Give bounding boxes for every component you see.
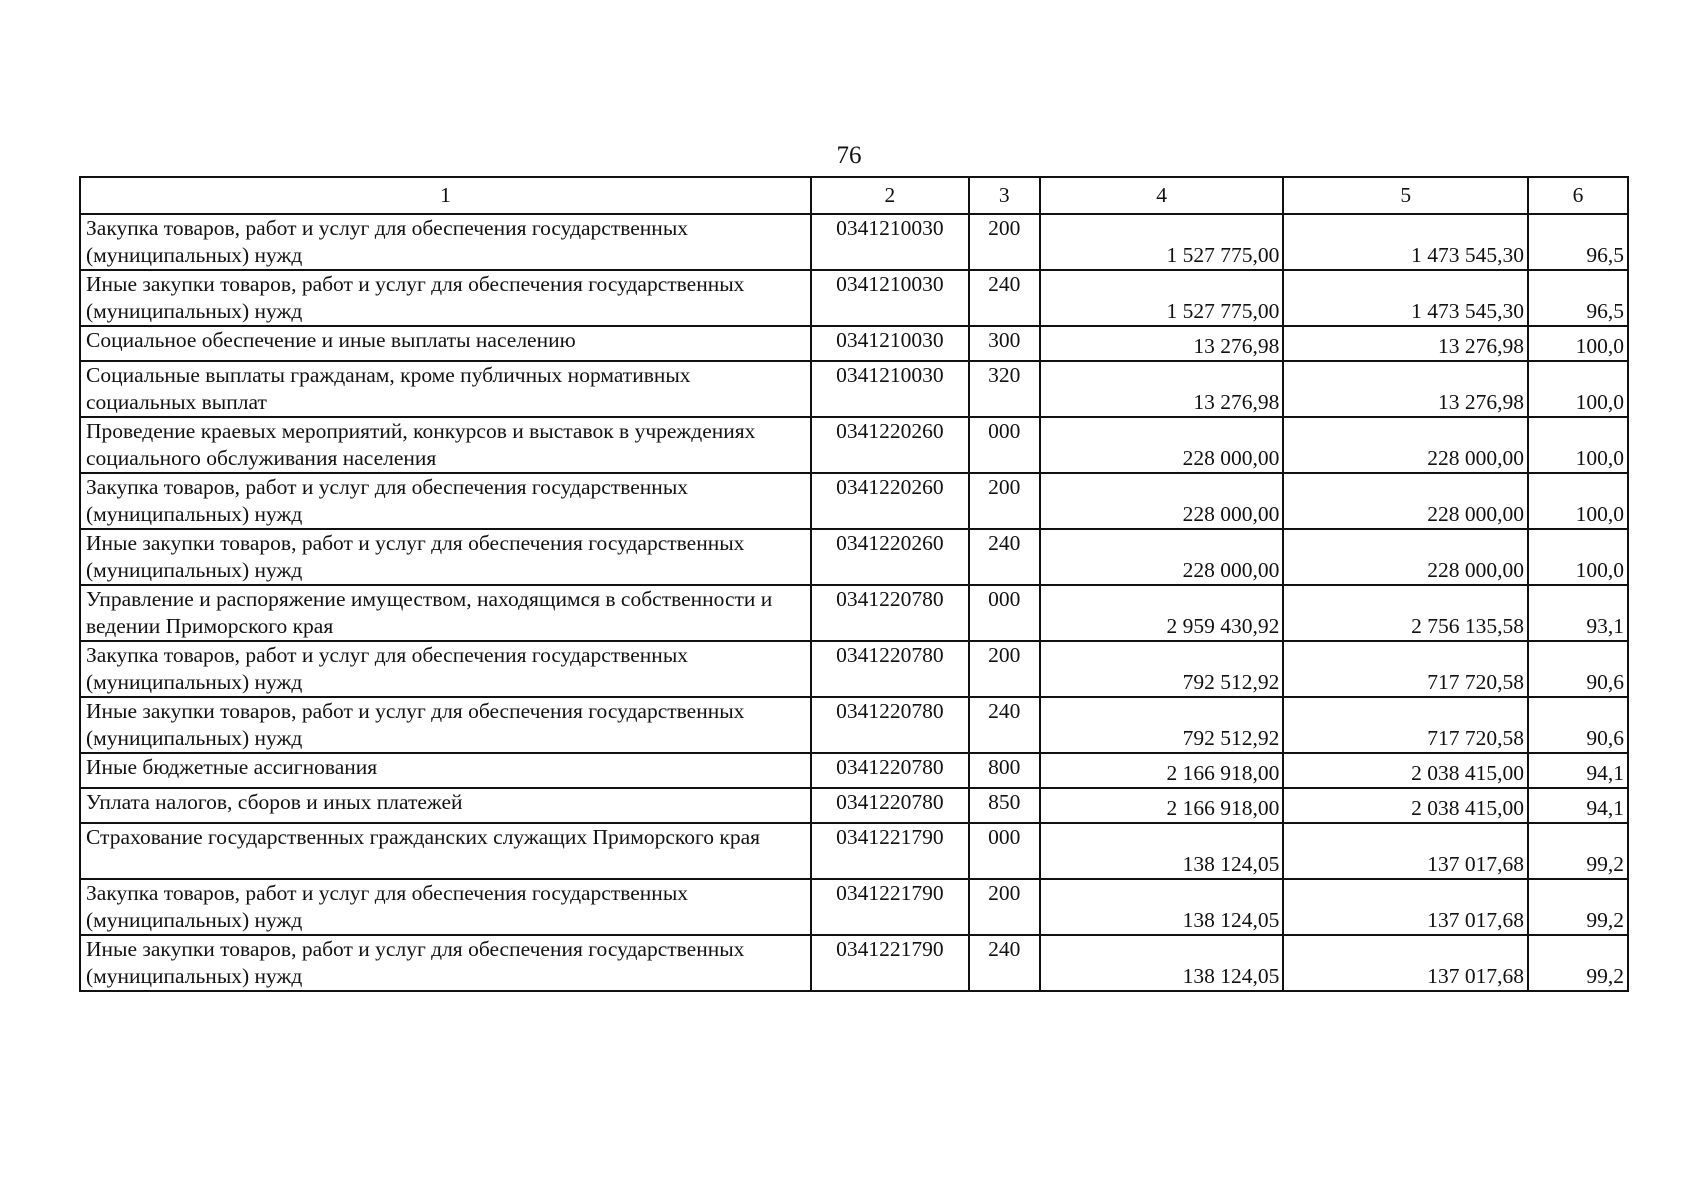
row-percent-cell: 96,5 (1528, 214, 1628, 270)
row-name-cell: Проведение краевых мероприятий, конкурсов и выставок в учреждениях социального обслуживания населения (80, 417, 811, 473)
row-percent-cell: 100,0 (1528, 473, 1628, 529)
row-fact-cell: 2 038 415,00 (1283, 753, 1528, 788)
row-kind-cell: 200 (969, 473, 1040, 529)
row-percent-cell: 99,2 (1528, 879, 1628, 935)
row-name-cell: Закупка товаров, работ и услуг для обеспечения государственных (муниципальных) нужд (80, 879, 811, 935)
table-row (80, 214, 1628, 270)
row-percent-cell: 99,2 (1528, 935, 1628, 991)
table-row (80, 529, 1628, 585)
row-name-cell: Иные бюджетные ассигнования (80, 753, 811, 788)
row-kind-cell: 320 (969, 361, 1040, 417)
table-row (80, 641, 1628, 697)
row-percent-cell: 100,0 (1528, 529, 1628, 585)
row-fact-cell: 13 276,98 (1283, 326, 1528, 361)
table-row (80, 788, 1628, 823)
row-code-cell: 0341220780 (811, 788, 969, 823)
row-code-cell: 0341220260 (811, 417, 969, 473)
row-name-cell: Социальное обеспечение и иные выплаты населению (80, 326, 811, 361)
row-name-cell: Закупка товаров, работ и услуг для обеспечения государственных (муниципальных) нужд (80, 214, 811, 270)
table-row (80, 585, 1628, 641)
row-plan-cell: 1 527 775,00 (1040, 214, 1284, 270)
row-kind-cell: 000 (969, 585, 1040, 641)
row-name-cell: Управление и распоряжение имуществом, находящимся в собственности и ведении Приморского края (80, 585, 811, 641)
row-name-cell: Закупка товаров, работ и услуг для обеспечения государственных (муниципальных) нужд (80, 641, 811, 697)
row-code-cell: 0341220780 (811, 697, 969, 753)
row-fact-cell: 13 276,98 (1283, 361, 1528, 417)
row-name-cell: Иные закупки товаров, работ и услуг для обеспечения государственных (муниципальных) нужд (80, 935, 811, 991)
table-row (80, 823, 1628, 879)
page-number: 76 (836, 142, 862, 169)
row-kind-cell: 200 (969, 879, 1040, 935)
row-fact-cell: 137 017,68 (1283, 935, 1528, 991)
row-fact-cell: 228 000,00 (1283, 473, 1528, 529)
row-name-cell: Иные закупки товаров, работ и услуг для обеспечения государственных (муниципальных) нужд (80, 270, 811, 326)
table-row (80, 753, 1628, 788)
table-row (80, 879, 1628, 935)
row-fact-cell: 137 017,68 (1283, 823, 1528, 879)
row-fact-cell: 228 000,00 (1283, 529, 1528, 585)
row-percent-cell: 90,6 (1528, 697, 1628, 753)
row-percent-cell: 94,1 (1528, 753, 1628, 788)
row-fact-cell: 717 720,58 (1283, 641, 1528, 697)
row-fact-cell: 1 473 545,30 (1283, 214, 1528, 270)
row-code-cell: 0341210030 (811, 361, 969, 417)
column-header: 4 (1040, 177, 1284, 214)
table-row (80, 270, 1628, 326)
row-code-cell: 0341221790 (811, 879, 969, 935)
row-fact-cell: 2 756 135,58 (1283, 585, 1528, 641)
row-name-cell: Страхование государственных гражданских служащих Приморского края (80, 823, 811, 879)
row-percent-cell: 100,0 (1528, 417, 1628, 473)
row-plan-cell: 13 276,98 (1040, 361, 1284, 417)
row-fact-cell: 2 038 415,00 (1283, 788, 1528, 823)
column-header: 3 (969, 177, 1040, 214)
row-kind-cell: 240 (969, 529, 1040, 585)
row-kind-cell: 240 (969, 270, 1040, 326)
row-percent-cell: 93,1 (1528, 585, 1628, 641)
row-code-cell: 0341220780 (811, 585, 969, 641)
row-name-cell: Социальные выплаты гражданам, кроме публичных нормативных социальных выплат (80, 361, 811, 417)
row-fact-cell: 137 017,68 (1283, 879, 1528, 935)
row-plan-cell: 138 124,05 (1040, 935, 1284, 991)
row-code-cell: 0341220260 (811, 529, 969, 585)
table-body (80, 214, 1628, 991)
row-plan-cell: 228 000,00 (1040, 417, 1284, 473)
row-name-cell: Уплата налогов, сборов и иных платежей (80, 788, 811, 823)
row-plan-cell: 228 000,00 (1040, 529, 1284, 585)
row-plan-cell: 1 527 775,00 (1040, 270, 1284, 326)
row-fact-cell: 1 473 545,30 (1283, 270, 1528, 326)
row-kind-cell: 240 (969, 935, 1040, 991)
row-plan-cell: 2 959 430,92 (1040, 585, 1284, 641)
row-kind-cell: 200 (969, 214, 1040, 270)
table-row (80, 473, 1628, 529)
row-plan-cell: 13 276,98 (1040, 326, 1284, 361)
column-number-row (80, 177, 1628, 214)
row-plan-cell: 138 124,05 (1040, 879, 1284, 935)
budget-table (79, 176, 1629, 992)
table-header (80, 177, 1628, 214)
column-header: 2 (811, 177, 969, 214)
row-code-cell: 0341210030 (811, 326, 969, 361)
row-code-cell: 0341220780 (811, 753, 969, 788)
row-kind-cell: 240 (969, 697, 1040, 753)
row-percent-cell: 100,0 (1528, 326, 1628, 361)
row-fact-cell: 717 720,58 (1283, 697, 1528, 753)
row-plan-cell: 792 512,92 (1040, 697, 1284, 753)
row-code-cell: 0341220780 (811, 641, 969, 697)
row-plan-cell: 2 166 918,00 (1040, 788, 1284, 823)
row-kind-cell: 200 (969, 641, 1040, 697)
row-fact-cell: 228 000,00 (1283, 417, 1528, 473)
row-name-cell: Иные закупки товаров, работ и услуг для обеспечения государственных (муниципальных) нужд (80, 529, 811, 585)
table-row (80, 697, 1628, 753)
row-percent-cell: 100,0 (1528, 361, 1628, 417)
row-plan-cell: 792 512,92 (1040, 641, 1284, 697)
row-percent-cell: 96,5 (1528, 270, 1628, 326)
column-header: 5 (1283, 177, 1528, 214)
row-kind-cell: 850 (969, 788, 1040, 823)
row-percent-cell: 90,6 (1528, 641, 1628, 697)
row-code-cell: 0341221790 (811, 935, 969, 991)
table-row (80, 935, 1628, 991)
row-code-cell: 0341210030 (811, 270, 969, 326)
column-header: 1 (80, 177, 811, 214)
row-percent-cell: 94,1 (1528, 788, 1628, 823)
row-plan-cell: 138 124,05 (1040, 823, 1284, 879)
table-row (80, 361, 1628, 417)
row-code-cell: 0341221790 (811, 823, 969, 879)
table-row (80, 326, 1628, 361)
row-kind-cell: 000 (969, 417, 1040, 473)
column-header: 6 (1528, 177, 1628, 214)
row-kind-cell: 800 (969, 753, 1040, 788)
row-plan-cell: 228 000,00 (1040, 473, 1284, 529)
row-plan-cell: 2 166 918,00 (1040, 753, 1284, 788)
row-code-cell: 0341220260 (811, 473, 969, 529)
row-name-cell: Закупка товаров, работ и услуг для обеспечения государственных (муниципальных) нужд (80, 473, 811, 529)
row-name-cell: Иные закупки товаров, работ и услуг для обеспечения государственных (муниципальных) нужд (80, 697, 811, 753)
row-percent-cell: 99,2 (1528, 823, 1628, 879)
row-kind-cell: 300 (969, 326, 1040, 361)
table-row (80, 417, 1628, 473)
row-code-cell: 0341210030 (811, 214, 969, 270)
row-kind-cell: 000 (969, 823, 1040, 879)
